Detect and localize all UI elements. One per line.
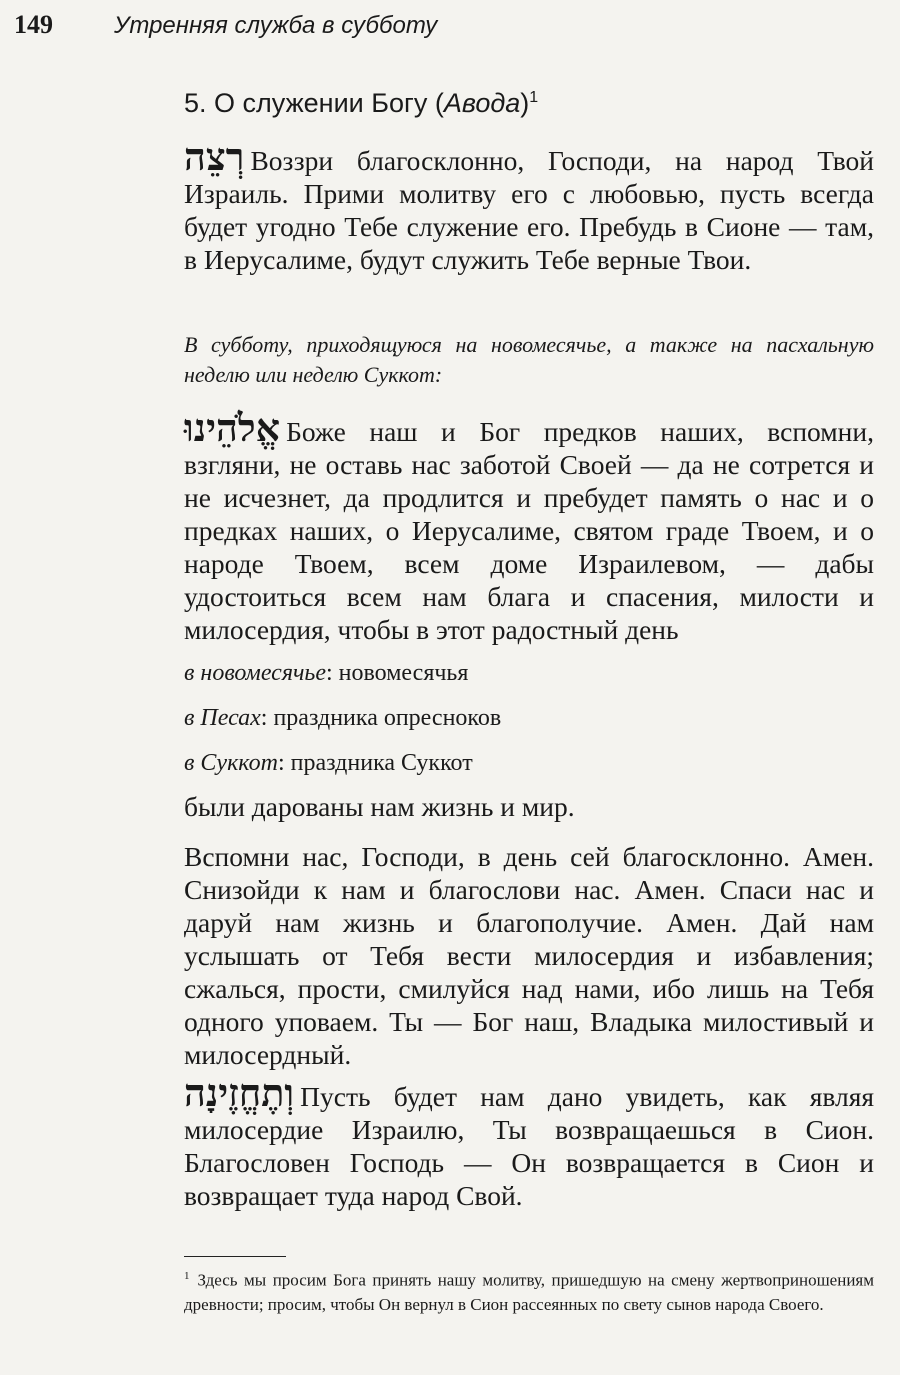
hebrew-word-retzeh: רְצֵה [184,134,245,179]
footnote-mark: 1 [529,89,539,106]
footnote-text: Здесь мы просим Бога принять нашу молитву, пришедшую на смену жертвоприношениям древности; просим, чтобы Он вернул в Сион рассеянных по свету сынов народа Своего. [184,1270,874,1314]
insert-occasion: в Суккот [184,750,278,776]
closing-line: были дарованы нам жизнь и мир. [184,791,575,822]
retzeh-text: Воззри благосклонно, Господи, на народ Твой Израиль. Прими молитву его с любовью, пусть всегда будет угодно Тебе служение его. Пребудь в Сионе — там, в Иерусалиме, будут служить Тебе верные Твои. [184,145,874,275]
insert-new-moon [184,660,468,687]
insert-sukkot [184,750,473,777]
section-heading [184,88,538,119]
running-head [14,10,437,44]
hebrew-word-vetechezena: וְתֶחֱזֶינָה [184,1070,295,1115]
footnote-number: 1 [184,1270,190,1282]
running-title: Утренняя служба в субботу [114,12,438,39]
insert-occasion: в новомесячье [184,660,326,686]
insert-pesach [184,705,501,732]
section-heading-text: 5. О служении Богу ( [184,88,444,118]
insert-text: : новомесячья [326,660,469,686]
footnote [184,1264,874,1317]
section-heading-italic: Авода [443,88,521,118]
page-number: 149 [14,10,53,39]
rubric-instruction: В субботу, приходящуюся на новомесячье, а также на пасхальную неделю или неделю Суккот: [184,332,874,387]
insert-text: : праздника опресноков [260,705,502,731]
yaaleh-paragraph [184,405,874,646]
retzeh-paragraph [184,134,874,276]
section-heading-close: ) [520,88,530,118]
yaaleh-text: Боже наш и Бог предков наших, вспомни, взгляни, не оставь нас заботой Своей — да не сотрется и не исчезнет, да продлится и пребудет память о нас и о предках наших, о Иерусалиме, святом граде Твоем, и о народе Твоем, всем доме Израилевом, — дабы удостоиться всем нам блага и спасения, милости и милосердия, чтобы в этот радостный день [184,416,874,645]
footnote-rule [184,1256,286,1257]
vetechezena-text: Пусть будет нам дано увидеть, как являя милосердие Израилю, Ты возвращаешься в Сион. Благословен Господь — Он возвращается в Сион и возвращает туда народ Свой. [184,1081,874,1211]
vetechezena-paragraph [184,1070,874,1212]
hebrew-word-eloheinu: אֱלֹהֵינוּ [184,405,281,450]
insert-text: : праздника Суккот [277,750,473,776]
remember-paragraph: Вспомни нас, Господи, в день сей благосклонно. Амен. Снизойди к нам и благослови нас. Амен. Спаси нас и даруй нам жизнь и благополучие. Амен. Дай нам услышать от Тебя вести милосердия и избавления; сжалься, прости, смилуйся над нами, ибо лишь на Тебя одного уповаем. Ты — Бог наш, Владыка милостивый и милосердный. [184,841,874,1070]
insert-occasion: в Песах [184,705,261,731]
